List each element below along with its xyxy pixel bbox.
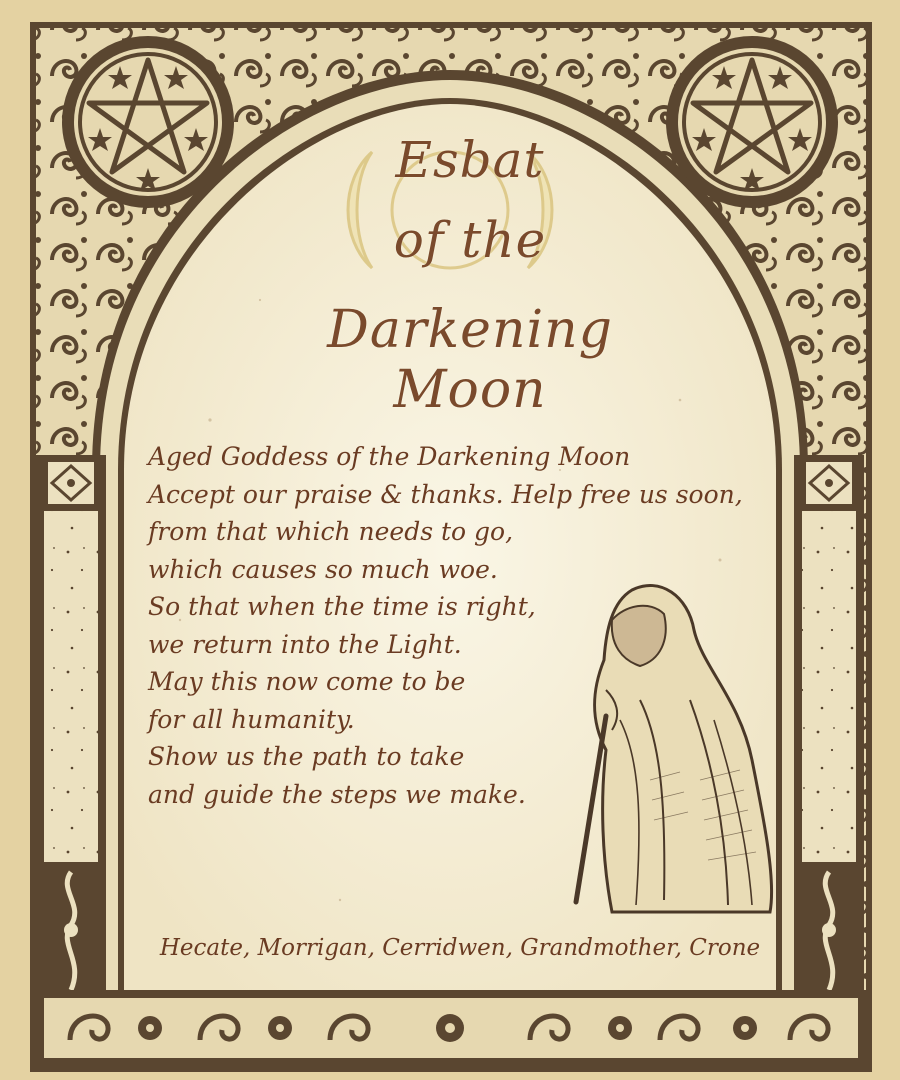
flourish-ornament [36,990,866,1066]
poem-line: Show us the path to take [148,742,465,771]
poem [148,438,743,813]
poem-line: for all humanity. [148,704,355,734]
right-column [794,455,864,1002]
poem-line: Aged Goddess of the Darkening Moon [148,442,631,471]
poem-line: and guide the steps we make. [148,779,526,809]
title-line-3: Darkening Moon [327,300,613,420]
title-line-2: of the [393,211,547,269]
title-line-1: Esbat [395,131,545,189]
poem-line: So that when the time is right, [148,592,536,621]
poem-line: which causes so much woe. [148,554,498,584]
poem-line: Accept our praise & thanks. Help free us soon, [148,479,743,509]
poem-line: we return into the Light. [148,629,462,659]
left-column [36,455,106,1002]
goddess-names: Hecate, Morrigan, Cerridwen, Grandmother, Crone [159,935,761,961]
poem-line: May this now come to be [148,667,466,696]
poem-line: from that which needs to go, [148,517,514,546]
